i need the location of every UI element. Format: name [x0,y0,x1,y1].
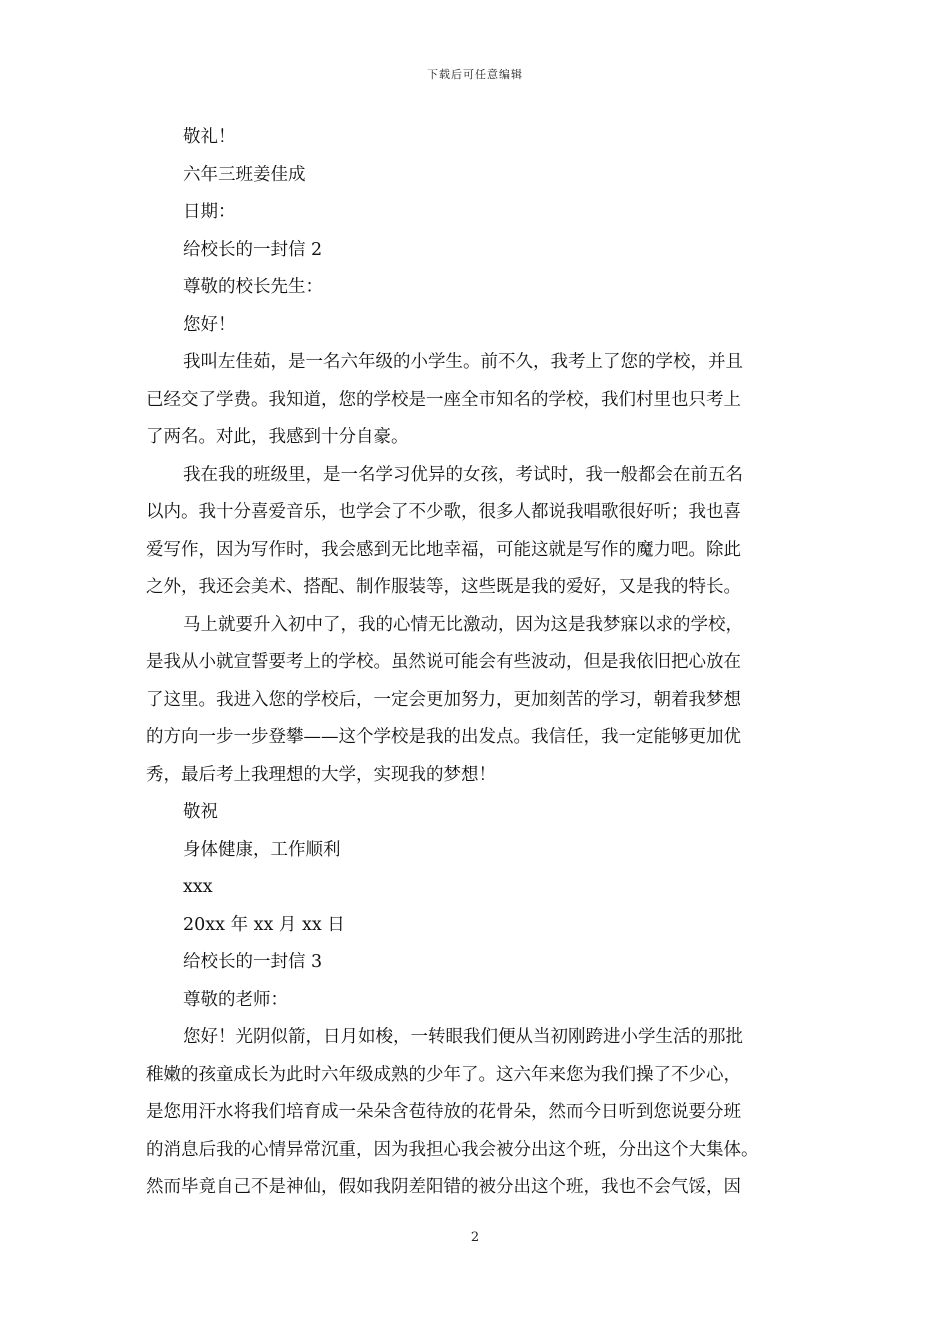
text-line: 六年三班姜佳成 [183,164,306,185]
text-line: xxx [183,877,213,897]
text-line: 以内。我十分喜爱音乐，也学会了不少歌，很多人都说我唱歌很好听；我也喜 [146,502,741,522]
text-line: 您好！光阴似箭，日月如梭，一转眼我们便从当初刚跨进小学生活的那批 [183,1027,743,1047]
page-header: 下载后可任意编辑 [427,68,523,81]
text-line: 敬祝 [183,802,218,822]
text-line: 了两名。对此，我感到十分自豪。 [146,427,409,447]
text-line: 的消息后我的心情异常沉重，因为我担心我会被分出这个班，分出这个大集体。 [146,1139,759,1160]
text-line: 稚嫩的孩童成长为此时六年级成熟的少年了。这六年来您为我们操了不少心， [146,1064,741,1085]
text-line: 敬礼！ [183,127,236,147]
text-line: 然而毕竟自己不是神仙，假如我阴差阳错的被分出这个班，我也不会气馁，因 [146,1177,741,1197]
text-line: 马上就要升入初中了，我的心情无比激动，因为这是我梦寐以求的学校， [183,614,743,635]
text-line: 给校长的一封信 2 [183,239,323,260]
document-body [146,119,806,1207]
text-line: 尊敬的校长先生： [183,277,323,297]
page-number: 2 [470,1230,480,1245]
text-line: 给校长的一封信 3 [183,952,323,972]
text-line: 了这里。我进入您的学校后，一定会更加努力，更加刻苦的学习，朝着我梦想 [146,689,741,710]
text-line: 秀，最后考上我理想的大学，实现我的梦想！ [146,764,496,785]
text-line: 我在我的班级里，是一名学习优异的女孩，考试时，我一般都会在前五名 [183,464,743,485]
text-line: 的方向一步一步登攀——这个学校是我的出发点。我信任，我一定能够更加优 [146,727,741,747]
text-line: 日期： [183,202,236,222]
text-line: 20xx 年 xx 月 xx 日 [183,914,345,935]
text-line: 是您用汗水将我们培育成一朵朵含苞待放的花骨朵，然而今日听到您说要分班 [146,1102,741,1122]
text-line: 身体健康，工作顺利 [183,839,341,860]
text-line: 爱写作，因为写作时，我会感到无比地幸福，可能这就是写作的魔力吧。除此 [146,539,741,560]
text-line: 我叫左佳茹，是一名六年级的小学生。前不久，我考上了您的学校，并且 [183,352,743,372]
text-line: 是我从小就宣誓要考上的学校。虽然说可能会有些波动，但是我依旧把心放在 [146,652,741,672]
text-line: 已经交了学费。我知道，您的学校是一座全市知名的学校，我们村里也只考上 [146,389,741,410]
text-line: 您好！ [183,314,236,335]
text-line: 之外，我还会美术、搭配、制作服装等，这些既是我的爱好，又是我的特长。 [146,577,741,597]
text-line: 尊敬的老师： [183,989,288,1010]
